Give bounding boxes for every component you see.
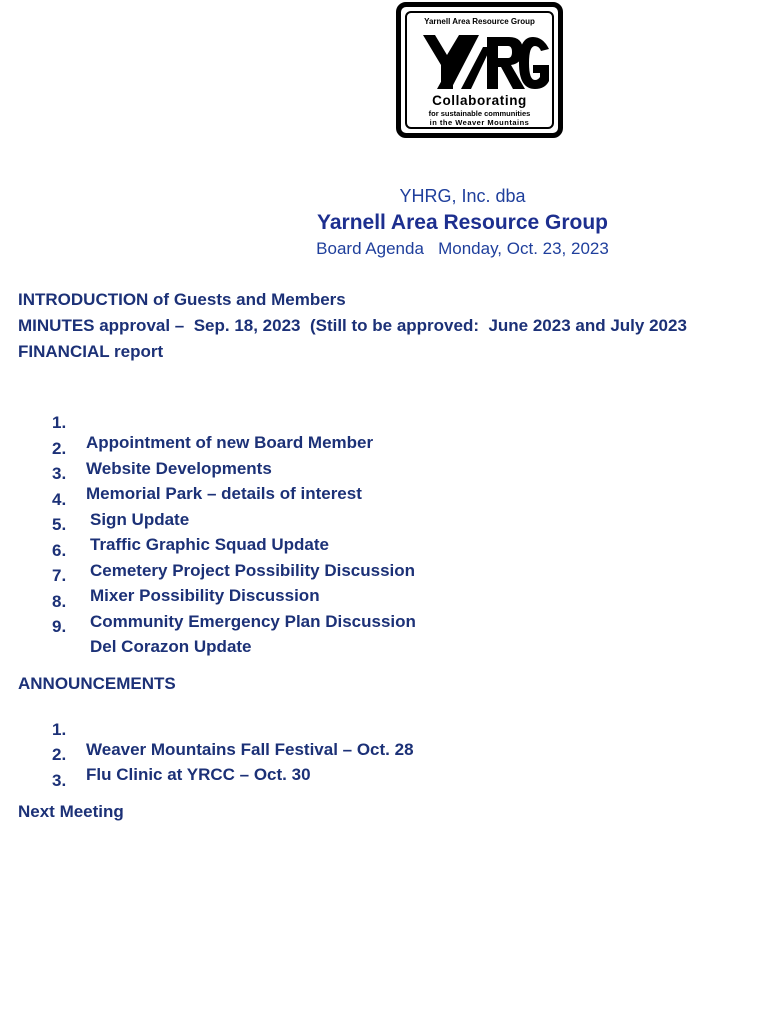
agenda-item-text: Community Emergency Plan Discussion <box>90 612 416 631</box>
header-org-name: Yarnell Area Resource Group <box>317 211 608 234</box>
announcement-item-number: 3. <box>52 771 67 790</box>
agenda-item-text: Appointment of new Board Member <box>86 433 374 452</box>
agenda-item-text: Website Developments <box>86 459 272 478</box>
agenda-item-number: 4. <box>52 490 67 509</box>
announcement-item-number: 1. <box>52 720 67 739</box>
announcement-item-text: Weaver Mountains Fall Festival – Oct. 28 <box>86 740 414 759</box>
agenda-item-text: Traffic Graphic Squad Update <box>90 535 329 554</box>
agenda-item-text: Cemetery Project Possibility Discussion <box>90 561 416 580</box>
logo-subline-1: for sustainable communities <box>428 109 531 118</box>
financial-line: FINANCIAL report <box>18 342 164 361</box>
agenda-item-number: 2. <box>52 439 67 458</box>
yarg-logo-mark <box>417 27 552 93</box>
agenda-item-number: 1. <box>52 413 67 432</box>
logo-org-name: Yarnell Area Resource Group <box>424 17 535 26</box>
agenda-item-text: Memorial Park – details of interest <box>86 484 362 503</box>
announcement-item-text: Flu Clinic at YRCC – Oct. 30 <box>86 765 311 784</box>
introduction-line: INTRODUCTION of Guests and Members <box>18 290 346 309</box>
logo-inner-frame <box>405 11 554 129</box>
minutes-line: MINUTES approval – Sep. 18, 2023 (Still to be approved: June 2023 and July 2023 <box>18 316 687 335</box>
agenda-item-number: 9. <box>52 617 67 636</box>
agenda-item-text: Del Corazon Update <box>90 637 252 656</box>
agenda-item-number: 6. <box>52 541 67 560</box>
agenda-item-number: 3. <box>52 464 67 483</box>
yarg-logo <box>396 2 563 138</box>
agenda-item-number: 7. <box>52 566 67 585</box>
logo-subline-2: in the Weaver Mountains <box>429 118 530 127</box>
next-meeting-heading: Next Meeting <box>18 802 124 821</box>
agenda-item-number: 5. <box>52 515 67 534</box>
announcements-heading: ANNOUNCEMENTS <box>18 674 176 693</box>
header-agenda-date: Board Agenda Monday, Oct. 23, 2023 <box>316 239 609 258</box>
announcement-item-number: 2. <box>52 745 67 764</box>
logo-tagline: Collaborating <box>432 93 527 108</box>
agenda-item-text: Mixer Possibility Discussion <box>90 586 320 605</box>
agenda-item-text: Sign Update <box>90 510 190 529</box>
agenda-item <box>0 597 773 657</box>
agenda-item-number: 8. <box>52 592 67 611</box>
header-dba: YHRG, Inc. dba <box>399 186 526 206</box>
